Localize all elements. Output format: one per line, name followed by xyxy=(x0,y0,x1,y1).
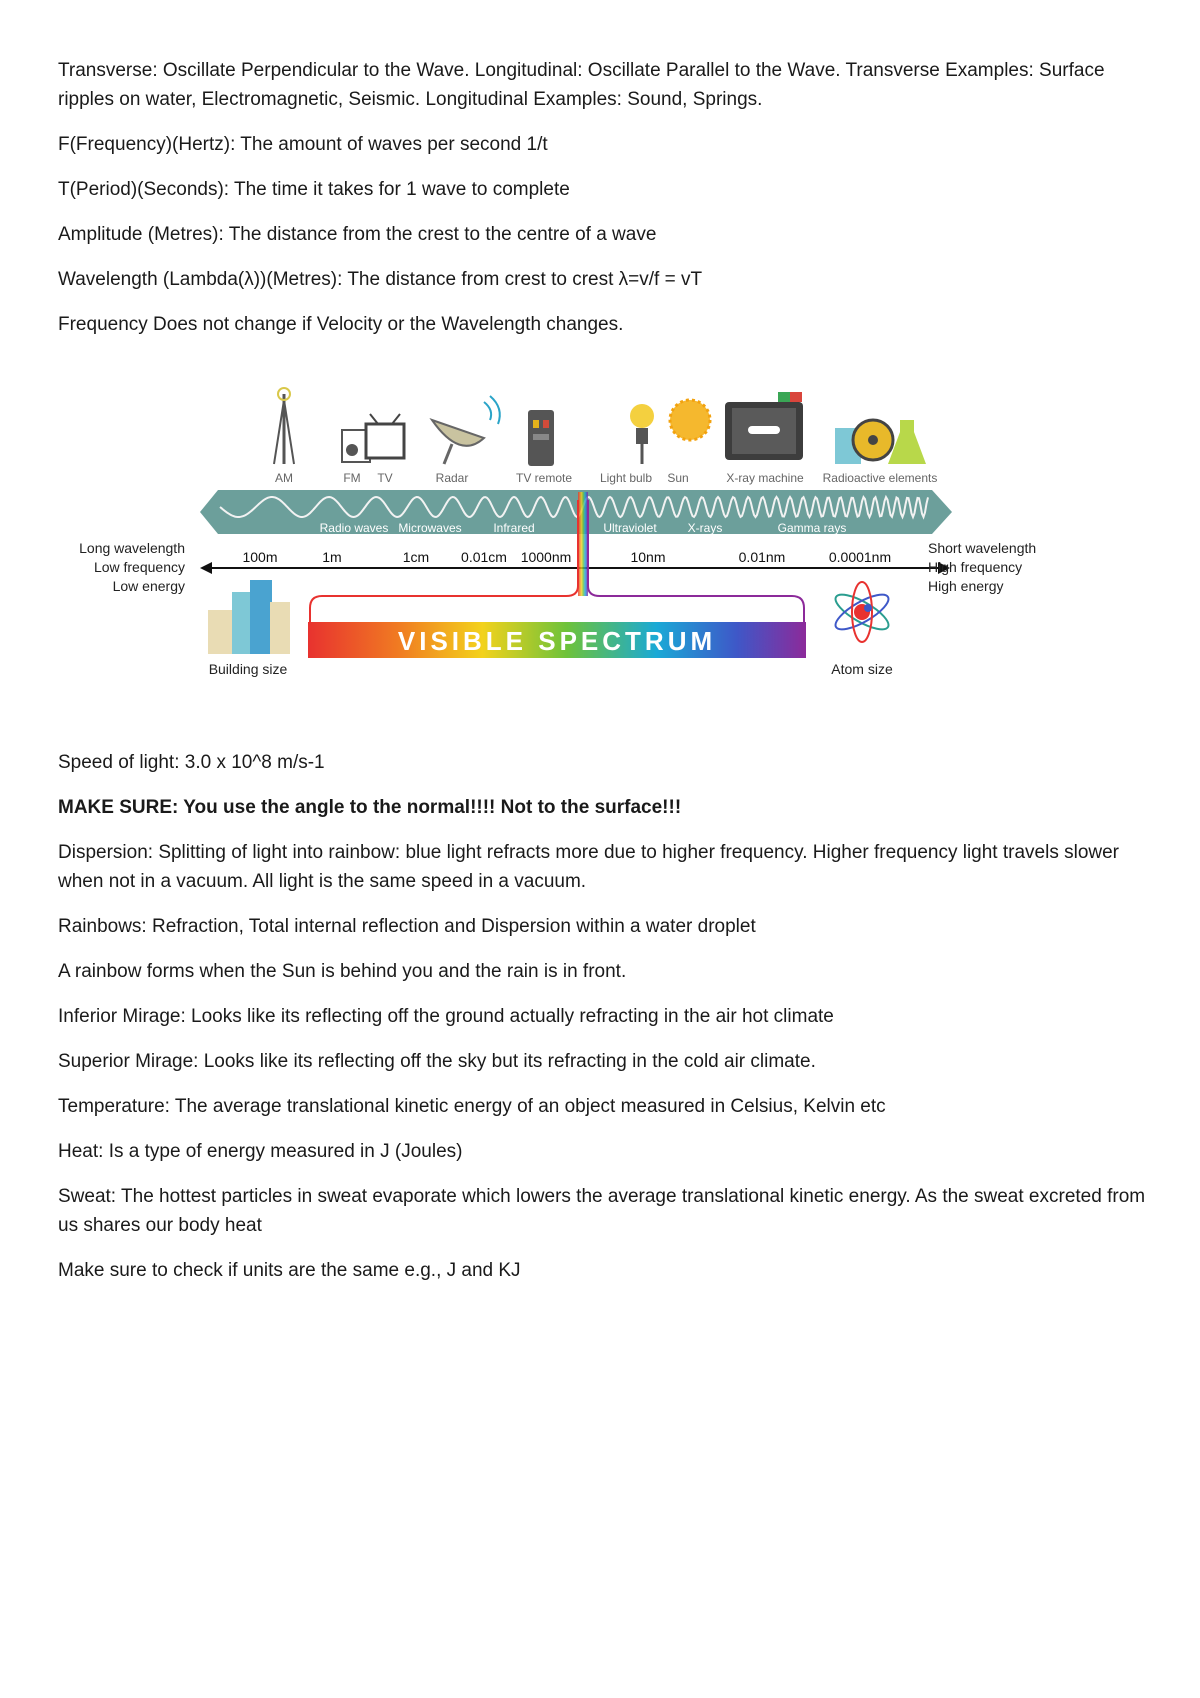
am-tower-icon xyxy=(274,388,294,464)
atom-size-label: Atom size xyxy=(831,661,893,677)
paragraph-rainbow-forms: A rainbow forms when the Sun is behind you and the rain is in front. xyxy=(58,961,627,982)
paragraph-speed-of-light: Speed of light: 3.0 x 10^8 m/s-1 xyxy=(58,752,325,773)
right-side-label xyxy=(928,540,1036,594)
sun-icon xyxy=(670,400,710,440)
radar-dish-icon xyxy=(432,396,500,464)
paragraph-frequency-note: Frequency Does not change if Velocity or the Wavelength changes. xyxy=(58,314,624,335)
label-sun: Sun xyxy=(667,471,689,485)
label-x-ray-machine: X-ray machine xyxy=(726,471,804,485)
paragraph-units: Make sure to check if units are the same e.g., J and KJ xyxy=(58,1260,521,1281)
building-size-label: Building size xyxy=(208,661,288,677)
paragraph-inferior-mirage: Inferior Mirage: Looks like its reflecting off the ground actually refracting in the air hot climate xyxy=(58,1006,834,1027)
band-microwaves: Microwaves xyxy=(398,521,462,535)
arrow-left-head xyxy=(200,562,212,574)
scale-0-01nm: 0.01nm xyxy=(738,549,786,565)
left-side-label xyxy=(79,540,185,594)
scale-1000nm: 1000nm xyxy=(520,549,572,565)
band-infrared: Infrared xyxy=(493,521,535,535)
band-gamma: Gamma rays xyxy=(777,521,847,535)
svg-text:Long wavelength: Long wavelength xyxy=(79,540,185,556)
atom-icon xyxy=(831,582,893,642)
tv-remote-icon xyxy=(528,410,554,466)
radioactive-elements-icon xyxy=(835,420,926,464)
paragraph-temperature: Temperature: The average translational kinetic energy of an object measured in Celsius, Kelvin etc xyxy=(58,1096,886,1117)
label-fm: FM xyxy=(343,471,361,485)
paragraph-superior-mirage: Superior Mirage: Looks like its reflecting off the sky but its refracting in the cold air climate. xyxy=(58,1051,816,1072)
notes-bottom xyxy=(58,748,1148,1285)
label-light-bulb: Light bulb xyxy=(599,471,653,485)
paragraph-dispersion: Dispersion: Splitting of light into rainbow: blue light refracts more due to higher frequency. Higher frequency light travels slower when not in a vacuum. All light is the same speed in a vacuum. xyxy=(58,842,1120,892)
scale-labels xyxy=(242,549,891,565)
light-bulb-icon xyxy=(630,404,654,464)
svg-text:Short wavelength: Short wavelength xyxy=(928,540,1037,556)
paragraph-heat: Heat: Is a type of energy measured in J (Joules) xyxy=(58,1141,463,1162)
paragraph-make-sure: MAKE SURE: You use the angle to the normal!!!! Not to the surface!!! xyxy=(58,797,682,818)
scale-0-01cm: 0.01cm xyxy=(461,549,507,565)
paragraph-wave-types: Transverse: Oscillate Perpendicular to the Wave. Longitudinal: Oscillate Parallel to the Wave. Transverse Examples: Surface ripples on water, Electromagnetic, Seismic. Longitudinal Examples: Sound, Springs. xyxy=(58,60,1105,110)
label-tv: TV xyxy=(377,471,393,485)
visible-window xyxy=(578,492,588,596)
band-ultraviolet: Ultraviolet xyxy=(603,521,657,535)
scale-1cm: 1cm xyxy=(402,549,430,565)
svg-text:Low energy: Low energy xyxy=(112,578,185,594)
label-radioactive-elements: Radioactive elements xyxy=(822,471,938,485)
source-labels xyxy=(275,471,937,485)
scale-0-0001nm: 0.0001nm xyxy=(828,549,892,565)
paragraph-sweat: Sweat: The hottest particles in sweat evaporate which lowers the average translational kinetic energy. As the sweat excreted from us shares our body heat xyxy=(58,1186,1146,1236)
scale-1m: 1m xyxy=(322,549,342,565)
paragraph-amplitude: Amplitude (Metres): The distance from the crest to the centre of a wave xyxy=(58,224,657,245)
svg-text:High energy: High energy xyxy=(928,578,1004,594)
paragraph-frequency: F(Frequency)(Hertz): The amount of waves per second 1/t xyxy=(58,134,548,155)
label-am: AM xyxy=(275,471,293,485)
building-icon xyxy=(208,580,290,654)
svg-text:High frequency: High frequency xyxy=(928,559,1023,575)
label-radar: Radar xyxy=(435,471,469,485)
paragraph-period: T(Period)(Seconds): The time it takes for 1 wave to complete xyxy=(58,179,570,200)
band-x-rays: X-rays xyxy=(687,521,723,535)
notes-top xyxy=(58,56,1148,339)
scale-10nm: 10nm xyxy=(630,549,666,565)
band-radio: Radio waves xyxy=(319,521,389,535)
svg-text:Low frequency: Low frequency xyxy=(93,559,185,575)
paragraph-rainbows: Rainbows: Refraction, Total internal reflection and Dispersion within a water droplet xyxy=(58,916,756,937)
tv-icon xyxy=(366,414,404,458)
scale-100m: 100m xyxy=(242,549,278,565)
paragraph-wavelength: Wavelength (Lambda(λ))(Metres): The distance from crest to crest λ=v/f = vT xyxy=(58,269,703,290)
label-tv-remote: TV remote xyxy=(515,471,573,485)
electromagnetic-spectrum-figure xyxy=(60,380,1150,700)
visible-spectrum-label: VISIBLE SPECTRUM xyxy=(397,626,717,656)
x-ray-machine-icon xyxy=(725,392,803,460)
